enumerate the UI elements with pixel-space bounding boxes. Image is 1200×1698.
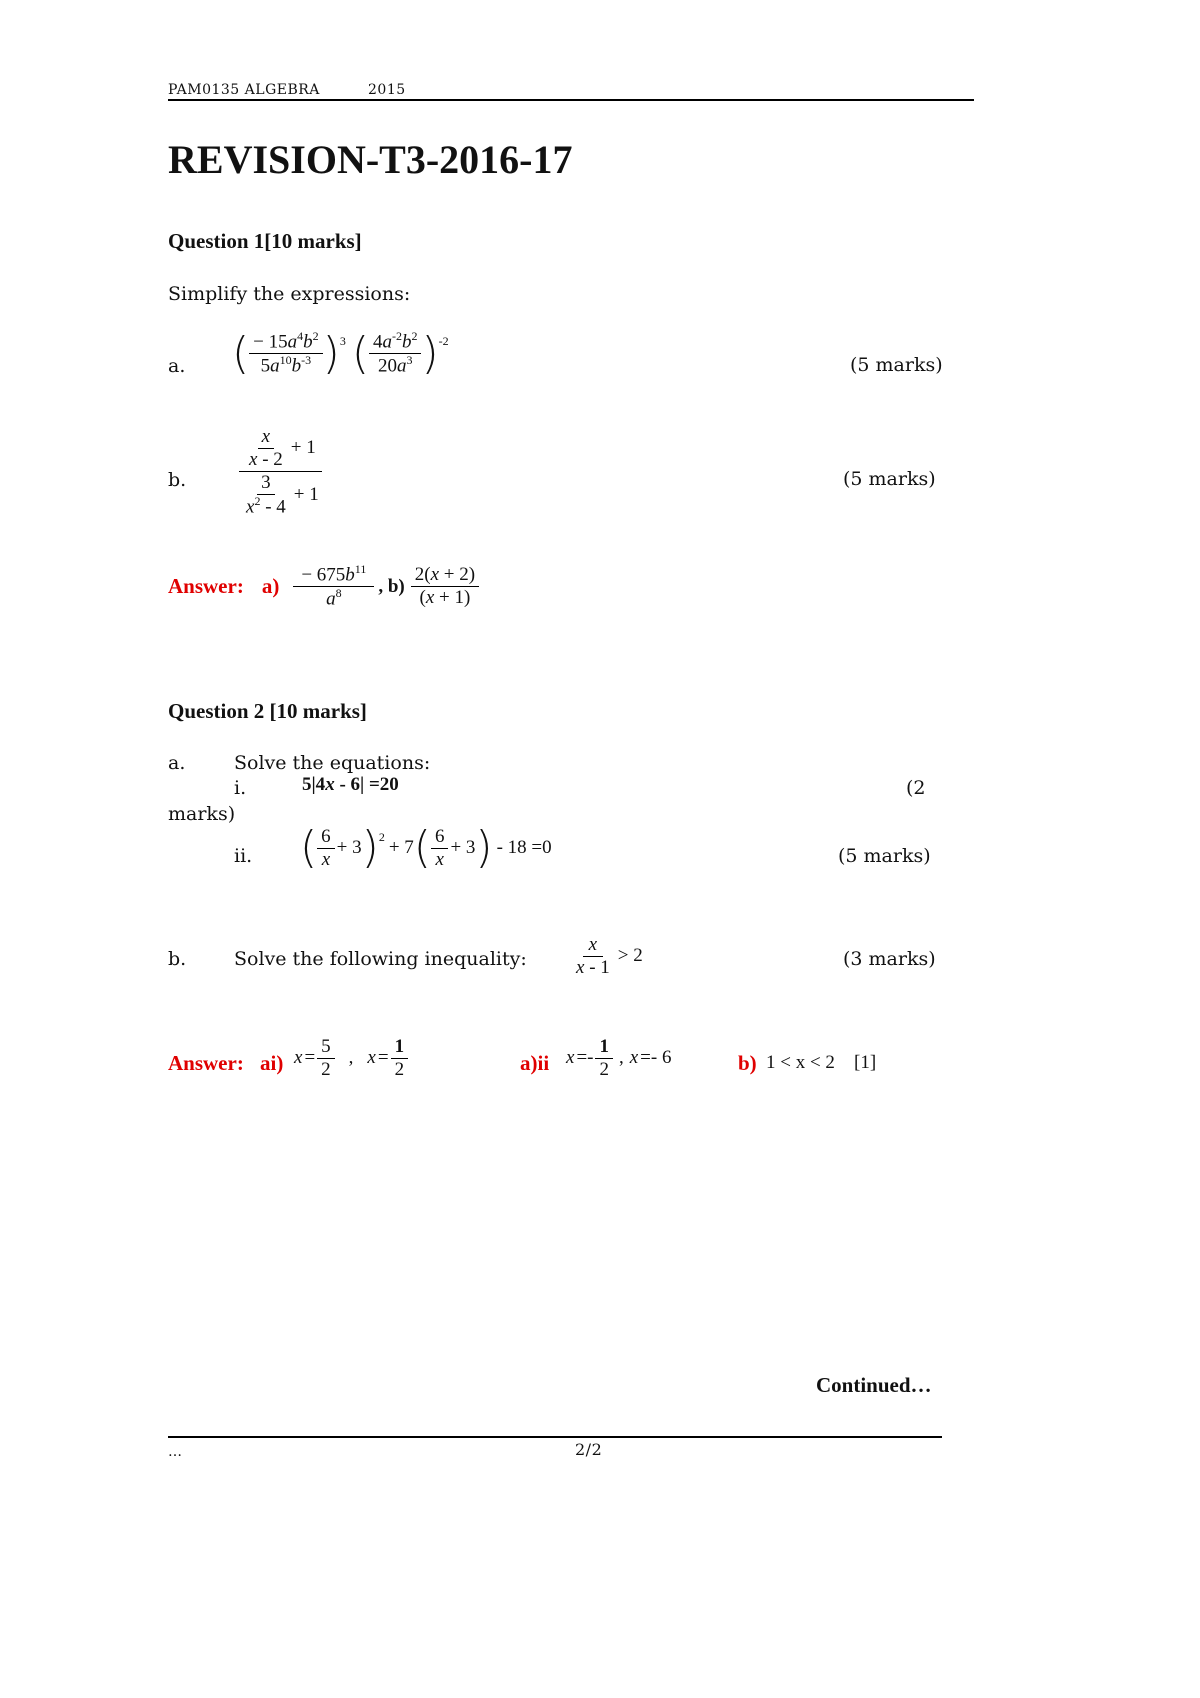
header-rule [168,99,974,101]
q2-answer-label: Answer: [168,1051,244,1075]
q2-i-marks-2: marks) [168,803,236,825]
q2-i-marks-1: (2 [906,777,926,799]
q2-ii-marks: (5 marks) [838,845,931,867]
q2-a-text: Solve the equations: [234,752,431,774]
q1-a-label: a. [168,355,186,377]
footer-rule [168,1436,942,1438]
page-title: REVISION-T3-2016-17 [168,137,573,182]
q2-b-expression: $\frac{x}{x - 1}$ > 2 [576,934,643,978]
question-2-heading: Question 2 [10 marks] [168,699,367,723]
q2-b-text: Solve the following inequality: [234,948,527,970]
q2-a-label: a. [168,752,186,774]
q1-a-marks: (5 marks) [850,354,943,376]
q1-a-expression: ( $\frac{- 15a^4b^2}{5a^{10}b^{-3}}$ ) $^3$ ( $\frac{4a^{-2}b^2}{20a^3}$ ) $^{-2}$ [232,327,449,379]
q1-answer: Answer: a) $\frac{- 675b^{11}}{a^8}$ , b) $\frac{2(x + 2)}{(x + 1)}$ [168,563,479,610]
q2-answer-ai-label: ai) [260,1051,284,1075]
header-year: 2015 [368,82,406,98]
continued-note: Continued… [816,1373,932,1397]
q2-answer-aii-label: a)ii [520,1051,550,1075]
q2-i-expression: 5|4x - 6| =20 [302,774,399,795]
q2-answer-ai-value: x = $\frac{5}{2}$ , x = $\frac{1}{2}$ [294,1036,408,1081]
q1-answer-a-label: a) [261,574,280,599]
q1-b-marks: (5 marks) [843,468,936,490]
q2-answer-b-value: 1 < x < 2 [766,1052,835,1073]
q2-ii-label: ii. [234,845,253,867]
q1-answer-label: Answer: [168,574,244,599]
q2-answer-b-ref: [1] [854,1052,877,1073]
q2-i-label: i. [234,777,247,799]
q1-answer-b-label: , b) [378,575,405,597]
header-course: PAM0135 ALGEBRA [168,82,320,98]
q2-b-label: b. [168,948,187,970]
q2-ii-expression: ( $\frac{6}{x}$ + 3 ) $^2$ + 7 ( $\frac{6}{x}$ + 3 ) - 18 =0 [300,822,552,874]
question-1-heading: Question 1[10 marks] [168,229,362,253]
q2-answer-aii-value: x =- $\frac{1}{2}$ , x =- 6 [566,1036,672,1080]
page-number: 2/2 [575,1440,603,1459]
footer-left: … [168,1444,183,1460]
q1-b-label: b. [168,469,187,491]
q2-answer-b-label: b) [738,1051,757,1075]
question-1-instruction: Simplify the expressions: [168,283,411,305]
q1-b-expression: $\frac{x}{x - 2}$ + 1 $\frac{3}{x^2 - 4}$ + 1 [236,426,325,518]
q2-b-marks: (3 marks) [843,948,936,970]
